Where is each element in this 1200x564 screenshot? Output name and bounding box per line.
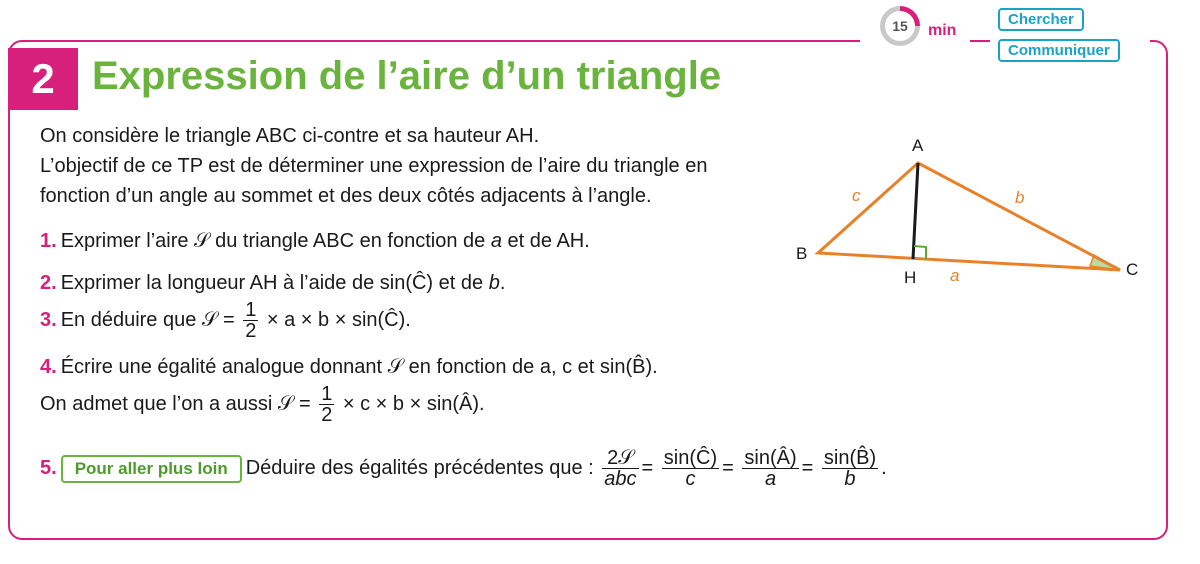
intro-line-3: fonction d’un angle au sommet et des deux côtés adjacents à l’angle. [40,185,652,207]
question-2: 2. Exprimer la longueur AH à l’aide de sin(Ĉ) et de b. [40,272,506,294]
question-5: 5. Pour aller plus loin Déduire des égalités précédentes que : $\frac{\text{2𝒮}}{\text{abc}}$ = $\frac{\sin(Ĉ)}{c}$ = $\frac{\sin(Â)}{a}$ = $\frac{\sin(B̂)}{b}$ . [40,447,887,490]
question-3: 3. En déduire que 𝒮 = $\frac{1}{2}$ × a × b × sin(Ĉ). [40,299,411,342]
timer-unit: min [928,22,957,39]
triangle-figure [780,125,1160,295]
fraction: $\frac{1}{2}$ [321,383,333,426]
intro-line-1: On considère le triangle ABC ci-contre et sa hauteur AH. [40,125,540,147]
exercise-title: Expression de l’aire d’un triangle [92,54,722,98]
fraction: $\frac{\text{2𝒮}}{\text{abc}}$ [604,447,637,490]
label-b-vertex: B [796,244,808,263]
timer-value: 15 [885,11,915,41]
intro-line-2: L’objectif de ce TP est de déterminer une expression de l’aire du triangle en [40,155,708,177]
admitted-statement: On admet que l’on a aussi 𝒮 = $\frac{1}{2}$ × c × b × sin(Â). [40,383,485,426]
label-side-b: b [1015,188,1025,207]
tag-communiquer: Communiquer [998,39,1120,62]
fraction: $\frac{1}{2}$ [245,299,257,342]
timer-icon [880,6,920,46]
exercise-number: 2 [8,48,78,110]
fraction: $\frac{\sin(Â)}{a}$ [744,447,797,490]
tag-chercher: Chercher [998,8,1084,31]
question-number: 5. [40,456,57,479]
height-ah [913,163,918,259]
label-a-vertex: A [912,136,924,155]
label-side-a: a [950,266,960,285]
label-h: H [904,268,917,287]
question-number: 1. [40,230,57,252]
question-number: 2. [40,272,57,294]
question-number: 3. [40,308,57,331]
fraction: $\frac{\sin(B̂)}{b}$ [823,447,877,490]
triangle-abc [818,163,1120,270]
label-side-c: c [852,186,861,205]
question-1: 1. Exprimer l’aire 𝒮 du triangle ABC en fonction de a et de AH. [40,230,590,252]
go-further-tag: Pour aller plus loin [61,455,242,483]
question-4: 4. Écrire une égalité analogue donnant 𝒮 en fonction de a, c et sin(B̂). [40,356,658,378]
question-number: 4. [40,356,57,378]
label-c-vertex: C [1126,260,1139,279]
fraction: $\frac{\sin(Ĉ)}{c}$ [663,447,718,490]
